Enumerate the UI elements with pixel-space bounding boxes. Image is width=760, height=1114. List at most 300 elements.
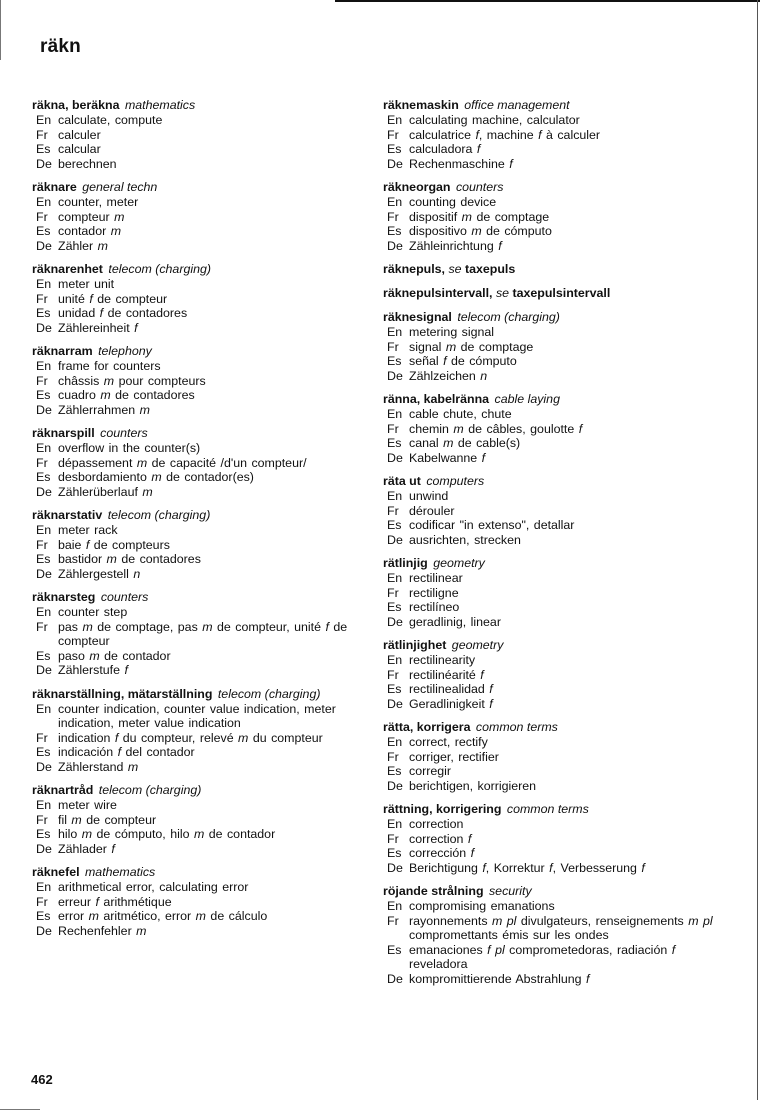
subject-field: telecom (charging) [108, 262, 212, 276]
headword: räknemaskin [383, 98, 459, 112]
translation-text: Zählzeichen n [409, 368, 488, 383]
translation-row [383, 369, 735, 384]
language-code: En [387, 735, 403, 749]
translation-text: indication f du compteur, relevé m du compteur [58, 730, 323, 745]
language-code: Fr [387, 585, 399, 600]
translation-text: Kabelwanne f [409, 450, 486, 465]
translation-text: Zählergestell n [58, 566, 141, 581]
language-code: Es [36, 909, 51, 923]
language-code: En [36, 880, 52, 894]
left-edge-rule [0, 0, 1, 60]
translation-text: counter step [58, 605, 128, 619]
entry-head [32, 783, 377, 798]
headword: räknarspill [32, 426, 95, 440]
language-code: De [387, 778, 403, 793]
translation-row [32, 909, 377, 924]
translation-row [383, 128, 735, 143]
language-code: En [387, 817, 403, 831]
language-code: Fr [387, 667, 399, 682]
headword: räknarsteg [32, 590, 96, 604]
language-code: Es [387, 354, 402, 368]
language-code: En [36, 113, 52, 127]
translation-text: calculate, compute [58, 113, 163, 127]
headword: räknartråd [32, 783, 94, 797]
dictionary-entry [383, 98, 735, 171]
headword: räknarenhet [32, 262, 103, 276]
dictionary-entry [383, 720, 735, 793]
subject-field: counters [455, 180, 504, 194]
language-code: De [36, 663, 52, 677]
page-header: räkn [40, 36, 81, 57]
language-code: De [387, 450, 403, 465]
language-code: Fr [36, 455, 48, 470]
language-code: En [36, 701, 52, 716]
subject-field: security [488, 884, 532, 898]
language-code: Es [36, 306, 51, 320]
language-code: Es [36, 552, 51, 566]
translation-row [32, 620, 377, 649]
translation-text: arithmetical error, calculating error [58, 880, 249, 894]
translation-row [32, 456, 377, 471]
entry-head [383, 286, 735, 301]
translation-text: châssis m pour compteurs [58, 373, 206, 388]
dictionary-entry [383, 286, 735, 301]
headword: räknare [32, 180, 77, 194]
entry-head [32, 344, 377, 359]
translation-row [383, 518, 735, 533]
translation-text: cable chute, chute [409, 407, 512, 421]
language-code: Es [387, 942, 402, 957]
language-code: De [387, 971, 403, 986]
dictionary-entry [32, 262, 377, 335]
translation-row [32, 485, 377, 500]
translation-row [32, 663, 377, 678]
translation-text: correction f [409, 831, 472, 846]
see-reference: se [495, 286, 510, 300]
translation-row [32, 552, 377, 567]
translation-text: unidad f de contadores [58, 306, 188, 320]
subject-field: computers [426, 474, 485, 488]
right-column [383, 98, 735, 995]
bottom-rule [0, 1109, 40, 1110]
translation-row [32, 239, 377, 254]
entry-head [383, 556, 735, 571]
language-code: Fr [387, 831, 399, 846]
translation-text: calculatrice f, machine f à calculer [409, 127, 601, 142]
translation-text: Zählerüberlauf m [58, 484, 153, 499]
translation-row [383, 210, 735, 225]
language-code: Fr [36, 127, 48, 142]
translation-row [32, 359, 377, 374]
translation-text: metering signal [409, 325, 495, 339]
entry-head [32, 426, 377, 441]
translation-row [383, 972, 735, 987]
translation-row [383, 697, 735, 712]
see-reference: se [448, 262, 462, 276]
translation-text: fil m de compteur [58, 812, 157, 827]
subject-field: telecom (charging) [217, 686, 321, 701]
entry-head [32, 262, 377, 277]
dictionary-entry [383, 392, 735, 465]
language-code: En [387, 899, 403, 913]
translation-row [32, 605, 377, 620]
language-code: Es [36, 648, 51, 663]
dictionary-entry [32, 783, 377, 856]
translation-text: unité f de compteur [58, 291, 168, 306]
language-code: Es [36, 142, 51, 156]
translation-row [383, 436, 735, 451]
dictionary-entry [383, 474, 735, 547]
translation-text: señal f de cómputo [409, 354, 517, 368]
language-code: Es [387, 224, 402, 238]
dictionary-entry [32, 180, 377, 253]
entry-head [32, 508, 377, 523]
language-code: Fr [387, 749, 399, 764]
dictionary-entry [32, 687, 377, 775]
translation-text: corregir [409, 764, 451, 778]
translation-row [383, 239, 735, 254]
translation-row [383, 142, 735, 157]
language-code: De [36, 484, 52, 499]
translation-text: canal m de cable(s) [409, 436, 521, 450]
entry-head [32, 687, 377, 702]
translation-text: compromising emanations [409, 899, 555, 913]
translation-text: erreur f arithmétique [58, 894, 172, 909]
entry-head [383, 720, 735, 735]
translation-text: meter rack [58, 523, 118, 537]
translation-row [383, 668, 735, 683]
translation-text: paso m de contador [58, 648, 171, 663]
language-code: Fr [36, 812, 48, 827]
language-code: De [387, 696, 403, 711]
translation-text: overflow in the counter(s) [58, 441, 201, 455]
language-code: De [36, 156, 52, 171]
translation-text: counting device [409, 195, 497, 209]
headword: ränna, kabelränna [383, 392, 490, 406]
translation-text: calcular [58, 142, 101, 156]
language-code: De [387, 368, 403, 383]
language-code: En [36, 605, 52, 619]
language-code: Fr [36, 373, 48, 388]
language-code: De [36, 759, 52, 774]
translation-text: compteur m [58, 209, 125, 224]
headword: räknefel [32, 865, 80, 879]
translation-row [32, 895, 377, 910]
translation-row [32, 403, 377, 418]
translation-row [32, 306, 377, 321]
language-code: En [36, 441, 52, 455]
translation-text: Zählerrahmen m [58, 402, 150, 417]
headword: räkneorgan [383, 180, 451, 194]
translation-row [383, 407, 735, 422]
translation-row [32, 745, 377, 760]
translation-row [383, 735, 735, 750]
translation-text: contador m [58, 224, 122, 238]
dictionary-entry [383, 884, 735, 986]
headword: rätta, korrigera [383, 720, 471, 734]
entry-head [383, 392, 735, 407]
language-code: Fr [387, 209, 399, 224]
language-code: De [387, 238, 403, 253]
translation-text: berichtigen, korrigieren [409, 778, 537, 793]
translation-text: bastidor m de contadores [58, 552, 201, 566]
headword: räknarställning, mätarställning [32, 686, 213, 701]
translation-text: rectilinéarité f [409, 667, 484, 682]
dictionary-entry [32, 508, 377, 581]
translation-row [32, 924, 377, 939]
language-code: Fr [36, 730, 48, 745]
translation-text: calculer [58, 127, 101, 142]
entry-head [383, 802, 735, 817]
cross-reference: taxepulsintervall [512, 286, 611, 300]
cross-reference: taxepuls [464, 262, 516, 276]
translation-text: rectilinealidad f [409, 682, 493, 696]
language-code: Fr [36, 537, 48, 552]
translation-text: pas m de comptage, pas m de compteur, unité f de compteur [58, 619, 348, 648]
translation-text: desbordamiento m de contador(es) [58, 470, 254, 484]
language-code: En [387, 113, 403, 127]
language-code: En [36, 359, 52, 373]
language-code: De [387, 860, 403, 875]
translation-row [32, 567, 377, 582]
entry-head [383, 884, 735, 899]
translation-text: Geradlinigkeit f [409, 696, 493, 711]
translation-row [32, 538, 377, 553]
headword: rätlinjighet [383, 638, 447, 652]
entry-head [383, 638, 735, 653]
translation-text: baie f de compteurs [58, 537, 170, 552]
headword: räknarram [32, 344, 93, 358]
translation-row [383, 899, 735, 914]
language-code: De [36, 566, 52, 581]
translation-row [32, 827, 377, 842]
translation-row [383, 195, 735, 210]
translation-row [383, 504, 735, 519]
translation-text: counter indication, counter value indication, meter indication, meter value indication [58, 701, 336, 730]
translation-row [383, 157, 735, 172]
translation-row [383, 846, 735, 861]
translation-row [383, 943, 735, 972]
translation-row [383, 489, 735, 504]
subject-field: geometry [433, 556, 485, 570]
translation-text: dérouler [409, 503, 455, 518]
translation-row [32, 441, 377, 456]
language-code: Fr [36, 619, 48, 634]
language-code: En [387, 653, 403, 667]
translation-row [383, 422, 735, 437]
language-code: De [387, 532, 403, 547]
subject-field: counters [100, 426, 148, 440]
language-code: Fr [387, 421, 399, 436]
translation-text: rectilinear [409, 571, 463, 585]
translation-text: Zähleinrichtung f [409, 238, 502, 253]
language-code: Fr [387, 127, 399, 142]
translation-text: ausrichten, strecken [409, 532, 521, 547]
translation-text: correction [409, 817, 464, 831]
translation-row [383, 750, 735, 765]
subject-field: general techn [82, 180, 158, 194]
translation-text: dispositif m de comptage [409, 209, 550, 224]
translation-row [32, 388, 377, 403]
translation-row [32, 277, 377, 292]
headword: räta ut [383, 474, 421, 488]
translation-text: correct, rectify [409, 735, 488, 749]
language-code: Es [36, 388, 51, 402]
language-code: En [387, 325, 403, 339]
top-rule [335, 0, 760, 2]
entry-head [32, 590, 377, 605]
translation-text: Rechenfehler m [58, 923, 147, 938]
subject-field: mathematics [124, 98, 196, 112]
language-code: De [36, 923, 52, 938]
translation-text: berechnen [58, 156, 117, 171]
headword: räknepulsintervall, [383, 286, 493, 300]
translation-row [32, 128, 377, 143]
translation-text: codificar "in extenso", detallar [409, 518, 575, 532]
translation-row [383, 615, 735, 630]
translation-text: Zähler m [58, 238, 108, 253]
translation-text: rectilíneo [409, 600, 460, 614]
left-column [32, 98, 377, 947]
language-code: En [387, 571, 403, 585]
translation-text: corriger, rectifier [409, 749, 499, 764]
translation-row [32, 523, 377, 538]
language-code: Fr [387, 913, 399, 928]
headword: rättning, korrigering [383, 802, 502, 816]
entry-head [32, 180, 377, 195]
language-code: Fr [387, 503, 399, 518]
entry-head [383, 310, 735, 325]
dictionary-entry [383, 802, 735, 875]
language-code: Fr [36, 209, 48, 224]
translation-row [32, 470, 377, 485]
dictionary-entry [383, 310, 735, 383]
subject-field: geometry [451, 638, 504, 652]
dictionary-entry [383, 262, 735, 277]
language-code: Es [387, 846, 402, 860]
translation-row [32, 798, 377, 813]
translation-row [383, 354, 735, 369]
translation-text: rectiligne [409, 585, 459, 600]
entry-head [383, 98, 735, 113]
translation-row [32, 210, 377, 225]
language-code: Es [36, 224, 51, 238]
language-code: En [36, 277, 52, 291]
dictionary-entry [32, 590, 377, 678]
translation-row [383, 861, 735, 876]
subject-field: telecom (charging) [107, 508, 211, 522]
entry-head [383, 262, 735, 277]
translation-text: cuadro m de contadores [58, 388, 195, 402]
language-code: En [387, 195, 403, 209]
language-code: En [36, 798, 52, 812]
translation-row [383, 779, 735, 794]
language-code: Es [387, 682, 402, 696]
language-code: En [36, 195, 52, 209]
headword: räknepuls, [383, 262, 445, 276]
translation-text: Zählader f [58, 841, 115, 856]
translation-row [32, 880, 377, 895]
translation-row [383, 764, 735, 779]
language-code: En [387, 407, 403, 421]
entry-head [383, 180, 735, 195]
subject-field: common terms [506, 802, 589, 816]
right-edge-rule [757, 0, 758, 1100]
translation-row [32, 142, 377, 157]
language-code: Es [36, 827, 51, 841]
subject-field: common terms [475, 720, 558, 734]
translation-text: Zählerstufe f [58, 663, 128, 677]
language-code: De [36, 841, 52, 856]
language-code: Es [387, 436, 402, 450]
translation-row [383, 832, 735, 847]
translation-row [383, 340, 735, 355]
translation-text: meter unit [58, 277, 115, 291]
language-code: De [36, 238, 52, 253]
translation-text: Rechenmaschine f [409, 156, 513, 171]
subject-field: mathematics [84, 865, 156, 879]
translation-text: indicación f del contador [58, 745, 195, 759]
translation-text: Zählerstand m [58, 759, 139, 774]
translation-row [32, 842, 377, 857]
translation-text: counter, meter [58, 195, 139, 209]
language-code: Fr [36, 291, 48, 306]
translation-row [383, 571, 735, 586]
translation-row [383, 914, 735, 943]
dictionary-entry [32, 344, 377, 417]
translation-row [383, 586, 735, 601]
translation-row [383, 113, 735, 128]
translation-text: error m aritmético, error m de cálculo [58, 909, 268, 923]
subject-field: telecom (charging) [457, 310, 560, 324]
translation-row [32, 113, 377, 128]
language-code: Es [387, 142, 402, 156]
translation-row [383, 682, 735, 697]
dictionary-entry [32, 98, 377, 171]
translation-row [383, 817, 735, 832]
entry-head [32, 98, 377, 113]
dictionary-entry [32, 865, 377, 938]
translation-text: Berichtigung f, Korrektur f, Verbesserung f [409, 860, 645, 875]
translation-row [383, 224, 735, 239]
translation-text: frame for counters [58, 359, 161, 373]
language-code: De [36, 320, 52, 335]
translation-row [32, 760, 377, 775]
translation-text: corrección f [409, 846, 475, 860]
translation-text: hilo m de cómputo, hilo m de contador [58, 827, 276, 841]
language-code: Fr [387, 339, 399, 354]
language-code: En [387, 489, 403, 503]
dictionary-entry [32, 426, 377, 499]
translation-text: chemin m de câbles, goulotte f [409, 421, 583, 436]
headword: röjande strålning [383, 884, 484, 898]
language-code: Fr [36, 894, 48, 909]
headword: räknarstativ [32, 508, 103, 522]
language-code: Es [387, 600, 402, 614]
translation-text: unwind [409, 489, 449, 503]
translation-text: dépassement m de capacité /d'un compteur/ [58, 455, 307, 470]
translation-text: dispositivo m de cómputo [409, 224, 552, 238]
translation-text: rectilinearity [409, 653, 476, 667]
subject-field: counters [100, 590, 149, 604]
language-code: Es [387, 764, 402, 778]
translation-text: Zählereinheit f [58, 320, 138, 335]
headword: räknesignal [383, 310, 452, 324]
translation-text: signal m de comptage [409, 339, 534, 354]
translation-row [32, 292, 377, 307]
headword: rätlinjig [383, 556, 428, 570]
language-code: Es [36, 745, 51, 759]
